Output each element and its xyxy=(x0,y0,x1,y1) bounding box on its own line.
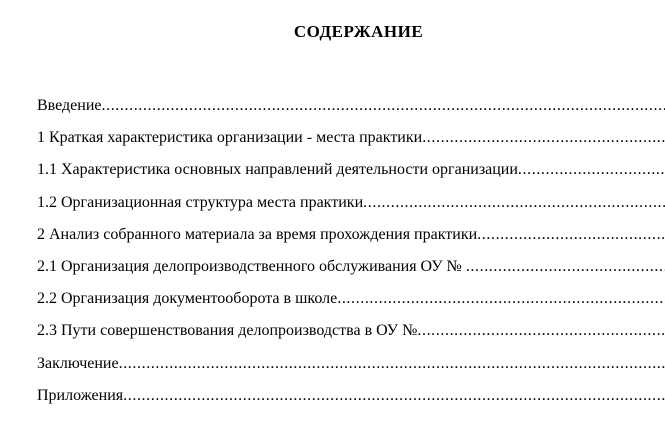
toc-entry-label: 2.3 Пути совершенствования делопроизводства в ОУ № xyxy=(37,322,418,340)
toc-entry-label: 1 Краткая характеристика организации - места практики xyxy=(37,129,423,147)
toc-entry-2-2 xyxy=(37,290,665,322)
toc-entry-1 xyxy=(37,129,665,161)
toc-title: СОДЕРЖАНИЕ xyxy=(293,22,424,41)
dot-leader xyxy=(363,194,665,212)
toc-entry-label: Введение xyxy=(37,97,102,114)
toc-entry-label: 2.2 Организация документооборота в школе xyxy=(37,290,338,308)
dot-leader xyxy=(123,387,665,405)
dot-leader xyxy=(422,129,665,147)
toc-entry-appendices xyxy=(37,387,665,419)
dot-leader xyxy=(518,161,665,179)
dot-leader xyxy=(337,290,665,308)
dot-leader xyxy=(119,355,665,373)
toc-entry-label: 1.2 Организационная структура места практики xyxy=(37,193,364,211)
dot-leader xyxy=(477,226,665,244)
toc-entry-1-2 xyxy=(37,194,665,226)
toc-entry-2-3 xyxy=(37,322,665,354)
dot-leader xyxy=(417,322,665,340)
toc-entry-label: 2.1 Организация делопроизводственного обслуживания ОУ № xyxy=(37,257,466,275)
toc-entry-label: Приложения xyxy=(37,386,124,404)
toc-entry-label: 1.1 Характеристика основных направлений деятельности организации xyxy=(37,161,518,179)
toc-entry-label: 2 Анализ собранного материала за время прохождения практики xyxy=(37,225,478,243)
toc-entry-label: Заключение xyxy=(37,354,119,372)
toc-entry-2-1 xyxy=(37,258,665,290)
toc-entry-conclusion xyxy=(37,355,665,387)
dot-leader xyxy=(466,258,665,276)
dot-leader xyxy=(102,97,665,115)
toc-entry-1-1 xyxy=(37,161,665,193)
table-of-contents xyxy=(37,97,665,419)
toc-entry-introduction xyxy=(37,97,665,129)
toc-entry-2 xyxy=(37,226,665,258)
